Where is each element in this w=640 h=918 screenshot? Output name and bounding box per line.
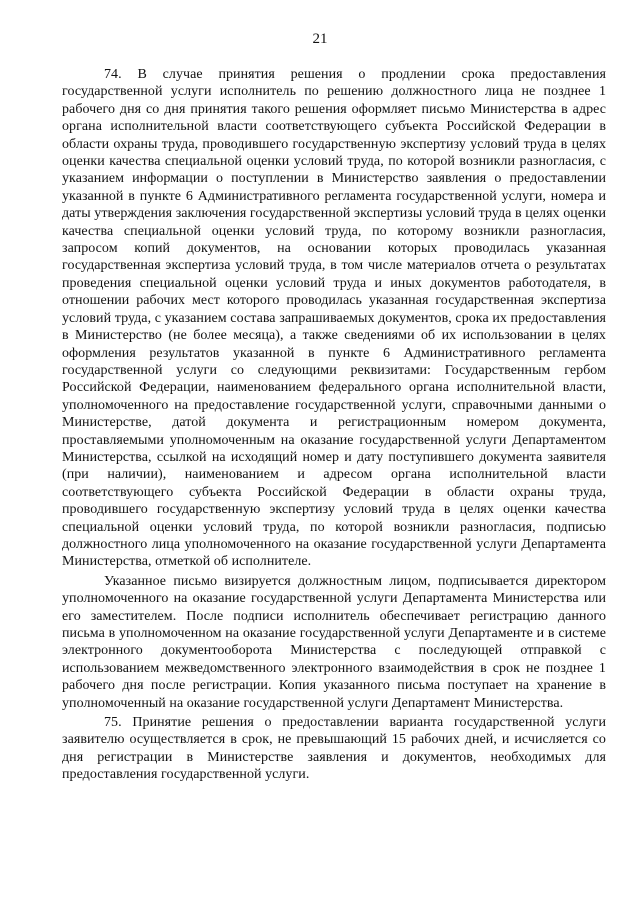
page-number: 21	[312, 31, 328, 47]
document-body	[62, 66, 606, 786]
paragraph-74: 74. В случае принятия решения о продлении срока предоставления государственной услуги исполнитель по решению должностного лица не позднее 1 рабочего дня со дня принятия такого решения оформляет письмо Министерства в адрес органа исполнительной власти соответствующего субъекта Российской Федерации в области охраны труда, проводившего государственную экспертизу условий труда в целях оценки качества специальной оценки условий труда, по которой возникли разногласия, с указанием информации о поступлении в Министерство заявления о предоставлении указанной в пункте 6 Административного регламента государственной услуги, номера и даты утверждения заключения государственной экспертизы условий труда в целях оценки качества специальной оценки условий труда, по которому возникли разногласия, запросом копий документов, на основании которых проводилась указанная государственная экспертиза условий труда, в том числе материалов отчета о результатах проведения специальной оценки условий труда и иных документов работодателя, в отношении рабочих мест которого проводилась указанная государственная экспертиза условий труда, с указанием состава запрашиваемых документов, срока их предоставления в Министерство (не более месяца), а также сведениями об их использовании в целях оформления результатов указанной в пункте 6 Административного регламента государственной услуги со следующими реквизитами: Государственным гербом Российской Федерации, наименованием федерального органа исполнительной власти, уполномоченного на предоставление государственной услуги, справочными данными о Министерстве, датой документа и регистрационным номером документа, проставляемыми уполномоченным на оказание государственной услуги Департаментом Министерства, ссылкой на исходящий номер и дату поступившего документа заявителя (при наличии), наименованием и адресом органа исполнительной власти соответствующего субъекта Российской Федерации в области охраны труда, проводившего государственную экспертизу условий труда в целях оценки качества специальной оценки условий труда, по которой возникли разногласия, подписью должностного лица уполномоченного на оказание государственной услуги Департамента Министерства, отметкой об исполнителе.	[62, 67, 606, 570]
paragraph-letter-approval: Указанное письмо визируется должностным лицом, подписывается директором уполномоченного на оказание государственной услуги Департамента Министерства или его заместителем. После подписи исполнитель обеспечивает регистрацию данного письма в уполномоченном на оказание государственной услуги Департаменте и в системе электронного документооборота Министерства с последующей отправкой с использованием межведомственного электронного взаимодействия в срок не позднее 1 рабочего дня после регистрации. Копия указанного письма поступает на хранение в уполномоченный на оказание государственной услуги Департамент Министерства.	[62, 573, 606, 711]
paragraph-75: 75. Принятие решения о предоставлении варианта государственной услуги заявителю осуществляется в срок, не превышающий 15 рабочих дней, и исчисляется со дня регистрации в Министерстве заявления и документов, необходимых для предоставления государственной услуги.	[62, 715, 606, 783]
